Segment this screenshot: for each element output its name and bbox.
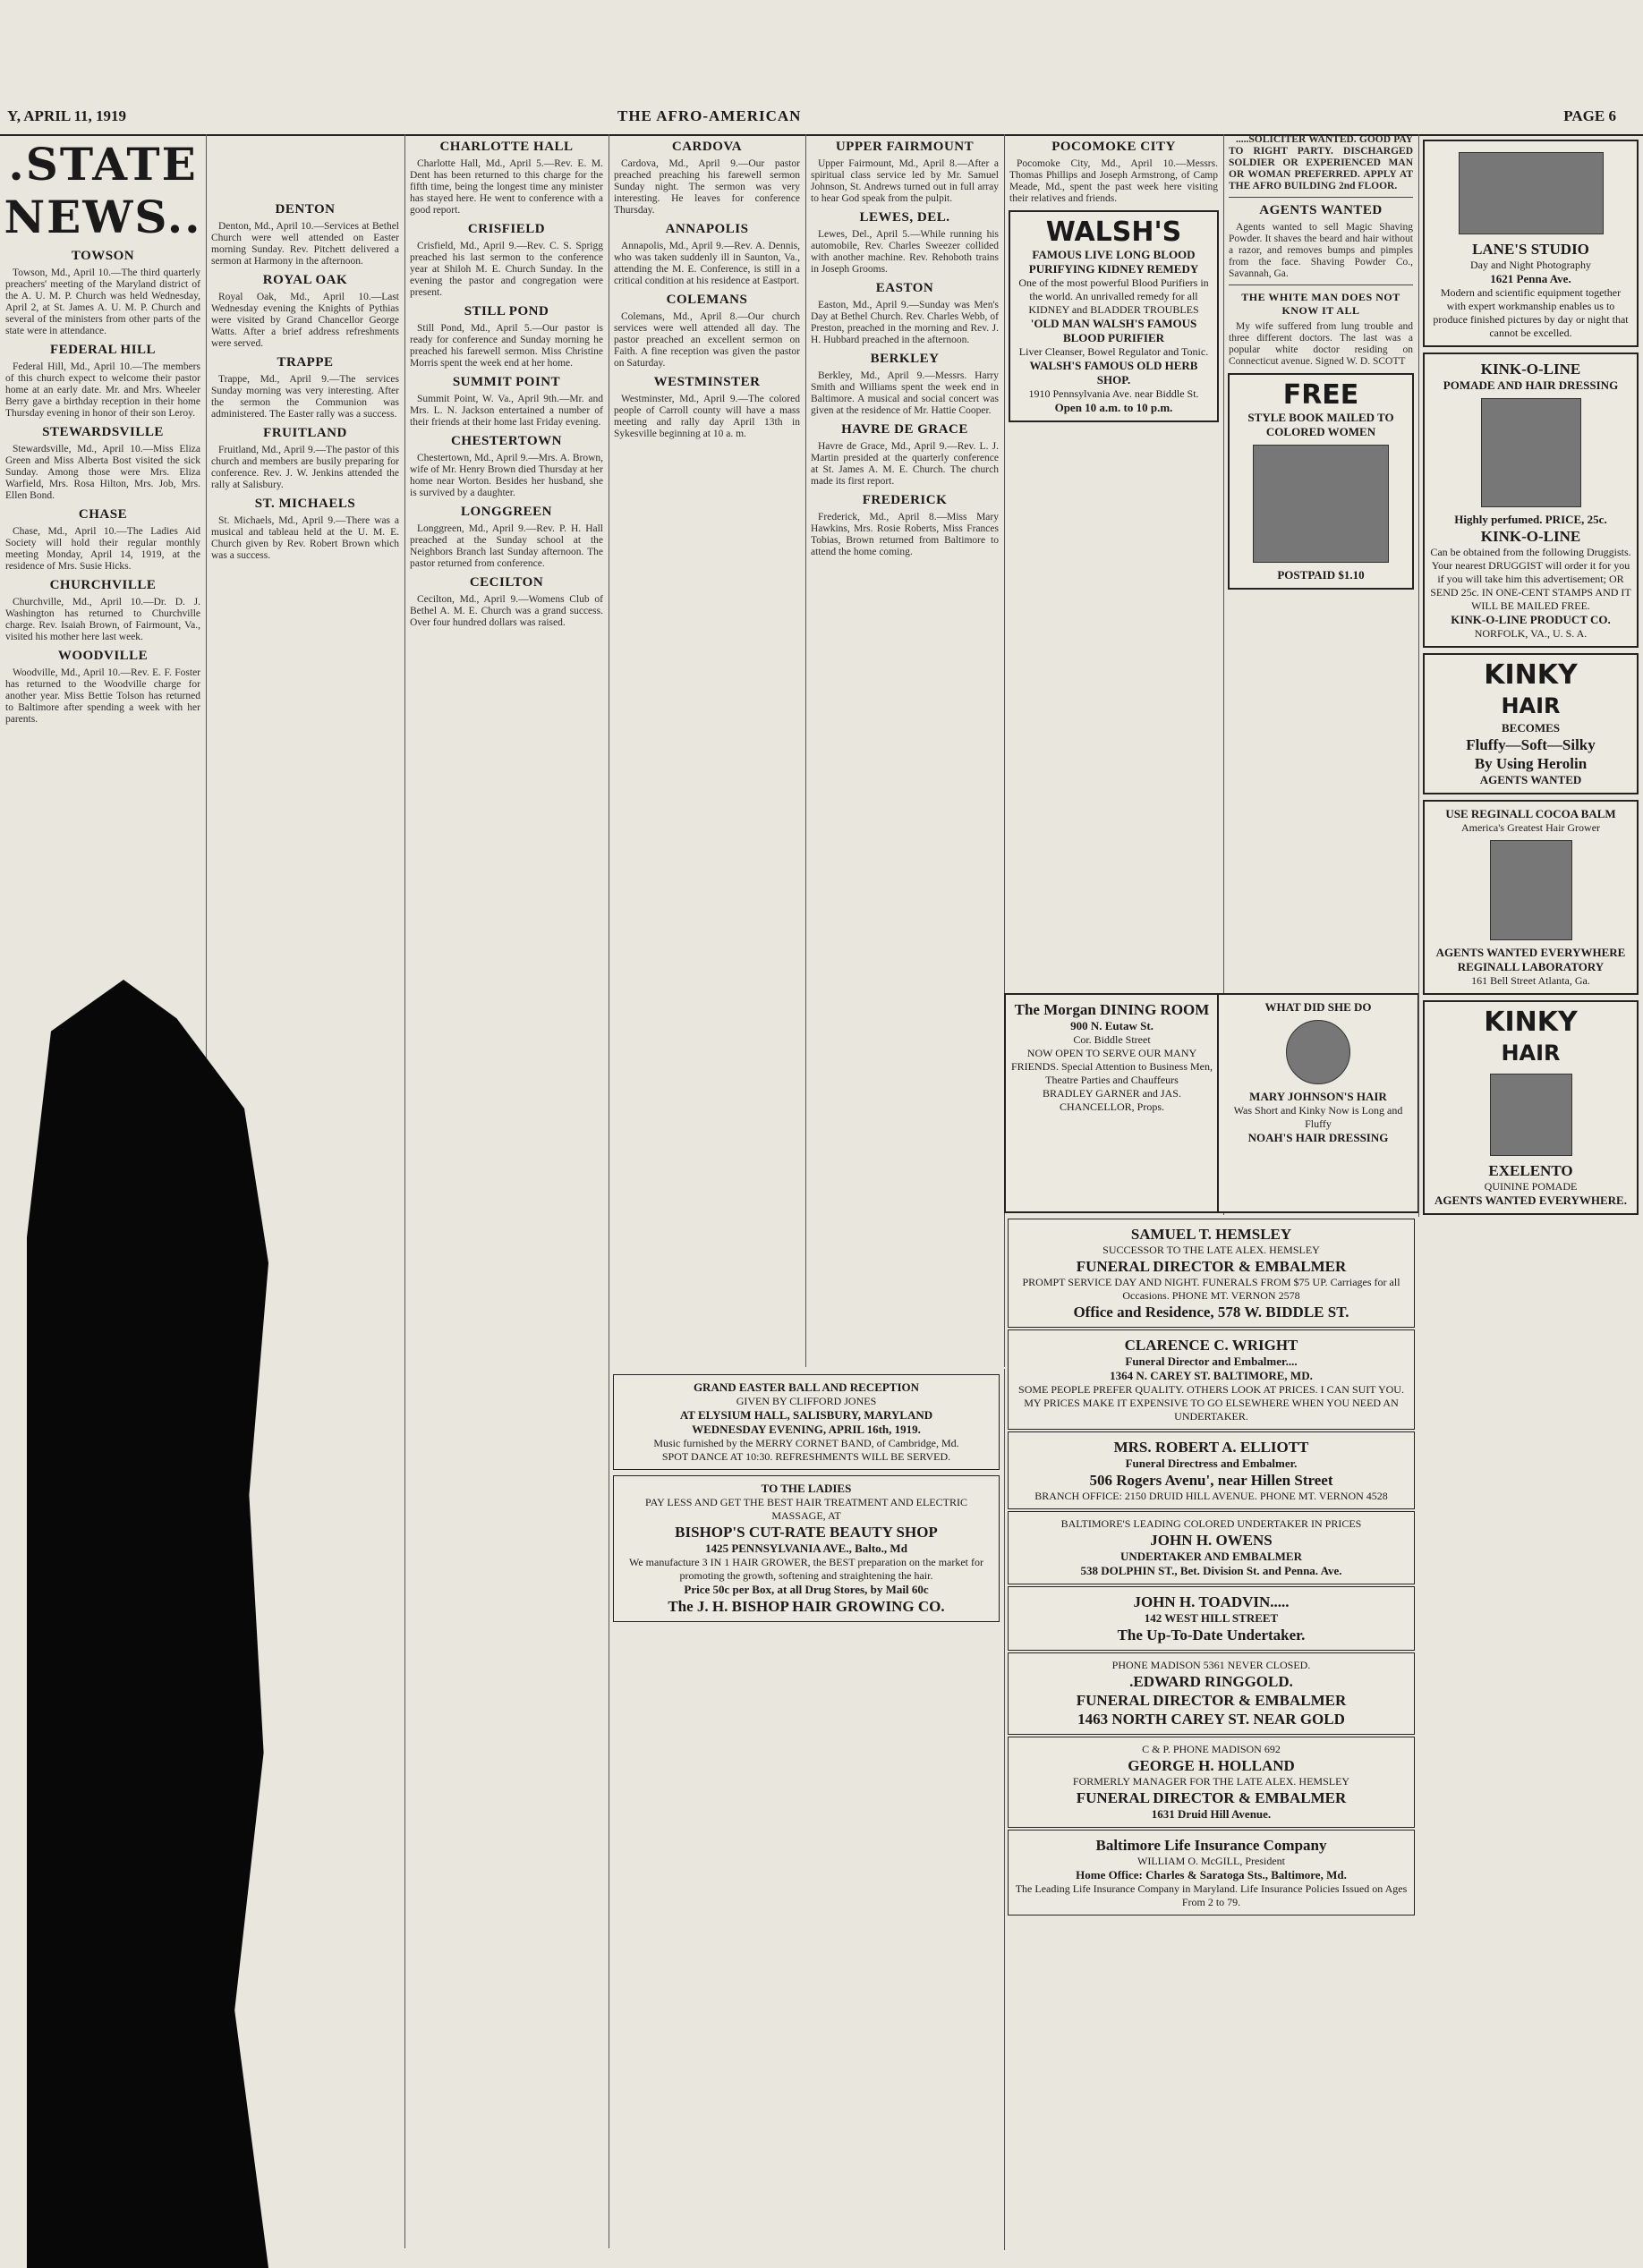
churchville-article: Churchville, Md., April 10.—Dr. D. J. Washington has returned to Churchville charge. Rev. Isaiah Brown, of Fairmount, Va., visited his mother here last week.: [5, 597, 200, 642]
easter-ball-host: GIVEN BY CLIFFORD JONES: [736, 1395, 877, 1407]
reginall-lab: REGINALL LABORATORY: [1457, 960, 1605, 973]
what-did-she-do: WHAT DID SHE DO: [1264, 1000, 1372, 1014]
morgan-mary-row: [1004, 993, 1418, 1217]
royal-oak-heading: ROYAL OAK: [262, 273, 348, 287]
free-price: POSTPAID $1.10: [1277, 568, 1365, 582]
toadvin-title: The Up-To-Date Undertaker.: [1117, 1627, 1306, 1644]
column-4: [609, 134, 806, 1367]
white-man-heading: THE WHITE MAN DOES NOT KNOW IT ALL: [1241, 291, 1400, 317]
kinkoline-company: KINK-O-LINE PRODUCT CO.: [1451, 613, 1611, 626]
ringgold-phone: PHONE MADISON 5361 NEVER CLOSED.: [1111, 1659, 1311, 1671]
mary-product: NOAH'S HAIR DRESSING: [1247, 1131, 1389, 1144]
upper-fairmount-heading: UPPER FAIRMOUNT: [835, 140, 975, 154]
kinky-hair: HAIR: [1501, 693, 1561, 718]
wright-ad: [1008, 1329, 1415, 1430]
ringgold-title: FUNERAL DIRECTOR & EMBALMER: [1076, 1692, 1347, 1709]
free-title: FREE: [1282, 379, 1359, 411]
column-3: [404, 134, 609, 2248]
easton-heading: EASTON: [875, 281, 934, 295]
cardova-heading: CARDOVA: [671, 140, 743, 154]
hemsley-name: SAMUEL T. HEMSLEY: [1130, 1226, 1292, 1243]
column-8: [1418, 134, 1643, 2248]
toadvin-name: JOHN H. TOADVIN.....: [1133, 1593, 1290, 1610]
easter-ball-date: WEDNESDAY EVENING, APRIL 16th, 1919.: [692, 1423, 921, 1436]
paper-name: THE AFRO-AMERICAN: [617, 107, 802, 124]
owens-preface: BALTIMORE'S LEADING COLORED UNDERTAKER IN PRICES: [1060, 1517, 1362, 1530]
hemsley-office: Office and Residence, 578 W. BIDDLE ST.: [1073, 1304, 1349, 1321]
morgan-body: NOW OPEN TO SERVE OUR MANY FRIENDS. Special Attention to Business Men, Theatre Parties and Chauffeurs: [1011, 1047, 1213, 1086]
chestertown-heading: CHESTERTOWN: [451, 434, 562, 448]
woman-portrait-kinkoline: [1481, 398, 1581, 507]
elliott-title: Funeral Directress and Embalmer.: [1125, 1457, 1298, 1470]
charlotte-hall-heading: CHARLOTTE HALL: [439, 140, 574, 154]
walsh-subtitle: FAMOUS LIVE LONG BLOOD PURIFYING KIDNEY REMEDY: [1028, 248, 1199, 276]
holland-ad: [1008, 1737, 1415, 1828]
pocomoke-heading: POCOMOKE CITY: [1051, 140, 1176, 154]
towson-article: Towson, Md., April 10.—The third quarterly preachers' meeting of the Maryland district of the A. U. M. P. Church was held Wednesday, April 2, at St. James A. U. M. P. Church and several of the ministers from other parts of the state were in attendance.: [5, 268, 200, 336]
pocomoke-article: Pocomoke City, Md., April 10.—Messrs. Thomas Phillips and Joseph Armstrong, of Camp Meade, Md., spent the past week here visiting their relatives and friends.: [1009, 158, 1218, 204]
solicitor-ad: .....SOLICITER WANTED. GOOD PAY TO RIGHT PARTY. DISCHARGED SOLDIER OR EXPERIENCED MAN OR WOMAN PREFERRED. APPLY AT THE AFRO BUILDING 2nd FLOOR.: [1229, 134, 1413, 191]
state-news-headline: .STATE NEWS..: [4, 138, 202, 243]
crisfield-heading: CRISFIELD: [467, 222, 546, 236]
colemans-heading: COLEMANS: [666, 293, 748, 307]
kinkoline-city: NORFOLK, VA., U. S. A.: [1474, 627, 1588, 640]
wright-body: SOME PEOPLE PREFER QUALITY. OTHERS LOOK AT PRICES. I CAN SUIT YOU. MY PRICES MAKE IT EXPENSIVE TO GO ELSEWHERE WHEN YOU NEED AN UNDERTAKER.: [1018, 1383, 1404, 1423]
trappe-heading: TRAPPE: [277, 355, 334, 370]
frederick-heading: FREDERICK: [862, 493, 948, 507]
mary-subtitle: Was Short and Kinky Now is Long and Fluffy: [1233, 1104, 1403, 1130]
bottom-center-ads: [609, 1369, 1005, 2250]
owens-address: 538 DOLPHIN ST., Bet. Division St. and Penna. Ave.: [1080, 1564, 1342, 1577]
kinky2-hair: HAIR: [1501, 1041, 1561, 1066]
bishop-address: 1425 PENNSYLVANIA AVE., Balto., Md: [705, 1542, 907, 1555]
hemsley-body: PROMPT SERVICE DAY AND NIGHT. FUNERALS FROM $75 UP. Carriages for all Occasions. PHONE MT. VERNON 2578: [1022, 1276, 1400, 1302]
cecilton-article: Cecilton, Md., April 9.—Womens Club of Bethel A. M. E. Church was a grand success. Over four hundred dollars was raised.: [410, 594, 603, 628]
summit-point-heading: SUMMIT POINT: [452, 375, 561, 389]
reginall-heading: USE REGINALL COCOA BALM: [1445, 807, 1616, 820]
stewardsville-article: Stewardsville, Md., April 10.—Miss Eliza Green and Miss Alberta Bost visited the sick Sunday. Among those were Mrs. Eliza Warfield, Mrs. Rosa Hilton, Mrs. Job, Mrs. Ellen Bond.: [5, 444, 200, 501]
agents-heading: AGENTS WANTED: [1259, 203, 1383, 217]
westminster-article: Westminster, Md., April 9.—The colored people of Carroll county will have a mass meeting and rally day April 13th in Sykesville beginning at 10 a. m.: [614, 394, 800, 439]
kinkoline-subtitle: POMADE AND HAIR DRESSING: [1443, 378, 1619, 392]
trappe-article: Trappe, Md., April 9.—The services Sunday morning was very interesting. After the sermon the Communion was administered. The Easter rally was a success.: [211, 374, 399, 420]
exelento-ad: [1423, 1000, 1639, 1215]
column-5: [805, 134, 1005, 1367]
westminster-heading: WESTMINSTER: [653, 375, 761, 389]
kinkoline-body: Can be obtained from the following Druggists. Your nearest DRUGGIST will order it for you if you will take him this advertisement; OR SEND 25c. IN ONE-CENT STAMPS AND IT WILL BE MAILED FREE.: [1430, 546, 1631, 612]
chestertown-article: Chestertown, Md., April 9.—Mrs. A. Brown, wife of Mr. Henry Brown died Thursday at her home near Worton. Besides her husband, she is survived by a daughter.: [410, 453, 603, 498]
toadvin-address: 142 WEST HILL STREET: [1144, 1611, 1279, 1625]
berkley-article: Berkley, Md., April 9.—Messrs. Harry Smith and Williams spent the week end in Baltimore. A musical and social concert was given at the residence of Mr. Hattie Cooper.: [811, 370, 999, 416]
free-stylebook-ad: [1228, 373, 1414, 590]
torn-page-damage: [27, 980, 268, 2268]
easter-ball-spot: SPOT DANCE AT 10:30. REFRESHMENTS WILL BE SERVED.: [661, 1450, 951, 1463]
elliott-branch: BRANCH OFFICE: 2150 DRUID HILL AVENUE. PHONE MT. VERNON 4528: [1034, 1490, 1388, 1502]
frederick-article: Frederick, Md., April 8.—Miss Mary Hawkins, Mrs. Rosie Roberts, Miss Frances Tobias, Brown returned from Baltimore to attend the home coming.: [811, 512, 999, 557]
owens-title: UNDERTAKER AND EMBALMER: [1120, 1550, 1302, 1563]
bishop-body: We manufacture 3 IN 1 HAIR GROWER, the BEST preparation on the market for promoting the growth, softening and straightening the hair.: [628, 1556, 984, 1582]
towson-heading: TOWSON: [71, 249, 135, 263]
elliott-ad: [1008, 1431, 1415, 1509]
cardova-article: Cardova, Md., April 9.—Our pastor preached preaching his farewell sermon Sunday night. The sermon was very interesting. He leaves for conference Thursday.: [614, 158, 800, 216]
toadvin-ad: [1008, 1586, 1415, 1651]
reginall-ad: [1423, 800, 1639, 995]
ringgold-name: .EDWARD RINGGOLD.: [1129, 1673, 1293, 1690]
dress-illustration: [1253, 445, 1389, 563]
hemsley-successor: SUCCESSOR TO THE LATE ALEX. HEMSLEY: [1102, 1244, 1320, 1256]
easter-ball-title: GRAND EASTER BALL AND RECEPTION: [693, 1380, 920, 1394]
annapolis-article: Annapolis, Md., April 9.—Rev. A. Dennis, who was taken suddenly ill in Saunton, Va., attending the M. E. Conference, is still in a critical condition at his residence at Eastport.: [614, 241, 800, 286]
denton-heading: DENTON: [275, 202, 336, 217]
crisfield-article: Crisfield, Md., April 9.—Rev. C. S. Sprigg preached his last sermon to the conference year at Shiloh M. E. Church Sunday. In the evening the pastor and congregation were present.: [410, 241, 603, 298]
holland-title: FUNERAL DIRECTOR & EMBALMER: [1076, 1789, 1347, 1806]
lane-subtitle: Day and Night Photography: [1470, 259, 1591, 271]
walsh-title: WALSH'S: [1045, 217, 1182, 248]
hemsley-ad: [1008, 1219, 1415, 1328]
bishop-price: Price 50c per Box, at all Drug Stores, by Mail 60c: [684, 1583, 929, 1596]
lane-studio-ad: [1423, 140, 1639, 347]
elliott-address: 506 Rogers Avenu', near Hillen Street: [1089, 1472, 1333, 1489]
issue-date: Y, APRIL 11, 1919: [7, 107, 127, 124]
white-man-body: My wife suffered from lung trouble and three different doctors. The last was a popular white doctor residing on Connecticut avenue. Signed W. D. SCOTT: [1229, 321, 1413, 367]
upper-fairmount-article: Upper Fairmount, Md., April 8.—After a spiritual class service led by Mr. Samuel Johnson, St. Andrews turned out in full array to hear God speak from the pulpit.: [811, 158, 999, 204]
wright-name: CLARENCE C. WRIGHT: [1124, 1337, 1298, 1354]
havre-heading: HAVRE DE GRACE: [841, 422, 968, 437]
woman-portrait: [1286, 1020, 1350, 1084]
walsh-body: One of the most powerful Blood Purifiers in the world. An unrivalled remedy for all KIDNEY and BLADDER TROUBLES: [1018, 276, 1209, 316]
walsh-hours: Open 10 a.m. to 10 p.m.: [1054, 401, 1173, 414]
holland-address: 1631 Druid Hill Avenue.: [1151, 1807, 1272, 1821]
holland-name: GEORGE H. HOLLAND: [1128, 1757, 1295, 1774]
kinkoline-ad: [1423, 353, 1639, 648]
mary-title: MARY JOHNSON'S HAIR: [1249, 1090, 1387, 1103]
st-michaels-article: St. Michaels, Md., April 9.—There was a musical and tableau held at the U. M. E. Church given by Rev. Robert Brown which was a success.: [211, 515, 399, 561]
reginall-agents: AGENTS WANTED EVERYWHERE: [1435, 946, 1626, 959]
royal-oak-article: Royal Oak, Md., April 10.—Last Wednesday evening the Knights of Pythias were visited by Grand Chancellor George Watts. After a brief address refreshments were served.: [211, 292, 399, 349]
annapolis-heading: ANNAPOLIS: [665, 222, 749, 236]
morgan-corner: Cor. Biddle Street: [1073, 1033, 1151, 1046]
holland-subtitle: FORMERLY MANAGER FOR THE LATE ALEX. HEMSLEY: [1072, 1775, 1350, 1788]
ringgold-address: 1463 NORTH CAREY ST. NEAR GOLD: [1077, 1711, 1345, 1728]
federal-hill-article: Federal Hill, Md., April 10.—The members of this church expect to welcome their pastor home at an early date. Mr. and Mrs. Wheeler Berry gave a birthday reception in their home Thursday evening in honor of their son Leroy.: [5, 361, 200, 419]
lane-address: 1621 Penna Ave.: [1490, 272, 1571, 285]
baltimore-life-body: The Leading Life Insurance Company in Maryland. Life Insurance Policies Issued on Ages From 2 to 79.: [1015, 1882, 1408, 1908]
kinky-becomes: BECOMES: [1501, 721, 1560, 735]
wright-address: 1364 N. CAREY ST. BALTIMORE, MD.: [1110, 1369, 1313, 1382]
still-pond-heading: STILL POND: [464, 304, 549, 319]
morgan-title: The Morgan DINING ROOM: [1014, 1001, 1210, 1018]
holland-phone: C & P. PHONE MADISON 692: [1142, 1743, 1281, 1755]
walsh-shop: WALSH'S FAMOUS OLD HERB SHOP.: [1029, 359, 1198, 386]
exelento-agents: AGENTS WANTED EVERYWHERE.: [1434, 1193, 1627, 1207]
herolin-ad: [1423, 653, 1639, 794]
churchville-heading: CHURCHVILLE: [49, 578, 157, 592]
federal-hill-heading: FEDERAL HILL: [49, 343, 157, 357]
havre-article: Havre de Grace, Md., April 9.—Rev. L. J. Martin presided at the quarterly conference at St. James A. M. E. Church. The church made its first report.: [811, 441, 999, 487]
elliott-name: MRS. ROBERT A. ELLIOTT: [1113, 1439, 1309, 1456]
st-michaels-heading: ST. MICHAELS: [254, 497, 356, 511]
woman-portrait-reginall: [1490, 840, 1572, 940]
woodville-heading: WOODVILLE: [57, 649, 149, 663]
free-subtitle: STYLE BOOK MAILED TO COLORED WOMEN: [1247, 411, 1394, 438]
walsh-list: Liver Cleanser, Bowel Regulator and Tonic.: [1018, 345, 1209, 358]
kinkoline-heading-2: KINK-O-LINE: [1480, 528, 1581, 545]
ringgold-ad: [1008, 1652, 1415, 1735]
morgan-proprietors: BRADLEY GARNER and JAS. CHANCELLOR, Props.: [1043, 1087, 1181, 1113]
mary-johnson-ad: [1217, 993, 1418, 1213]
easter-ball-ad: [613, 1374, 1000, 1470]
lewes-heading: LEWES, DEL.: [859, 210, 950, 225]
reginall-subtitle: America's Greatest Hair Grower: [1460, 821, 1601, 834]
lane-name: LANE'S STUDIO: [1472, 241, 1589, 258]
colemans-article: Colemans, Md., April 8.—Our church services were well attended all day. The pastor preached an excellent sermon on Faith. A fine reception was given the pastor on Saturday.: [614, 311, 800, 369]
walsh-product: 'OLD MAN WALSH'S FAMOUS BLOOD PURIFIER: [1030, 317, 1197, 344]
baltimore-life-ad: [1008, 1830, 1415, 1915]
fruitland-article: Fruitland, Md., April 9.—The pastor of this church and members are busily preparing for conference. Rev. J. W. Jenkins attended the rally at Salisbury.: [211, 445, 399, 490]
kinkoline-title: KINK-O-LINE: [1480, 361, 1581, 378]
funeral-ads: [1004, 1217, 1418, 2250]
bishop-ad: [613, 1475, 1000, 1622]
morgan-address: 900 N. Eutaw St.: [1070, 1019, 1154, 1032]
walsh-ad: [1009, 210, 1219, 422]
studio-illustration: [1459, 152, 1604, 234]
masthead: [0, 98, 1643, 136]
bishop-company: The J. H. BISHOP HAIR GROWING CO.: [668, 1598, 945, 1615]
walsh-address: 1910 Pennsylvania Ave. near Biddle St.: [1028, 387, 1199, 400]
lewes-article: Lewes, Del., April 5.—While running his automobile, Rev. Charles Sweezer collided with another machine. Rev. Rehoboth trains in Joseph Grooms.: [811, 229, 999, 275]
denton-article: Denton, Md., April 10.—Services at Bethel Church were well attended on Easter morning Sunday. Rev. Pitchett delivered a sermon at Harmony in the afternoon.: [211, 221, 399, 267]
longgreen-heading: LONGGREEN: [460, 505, 552, 519]
woman-portrait-exelento: [1490, 1074, 1572, 1156]
easton-article: Easton, Md., April 9.—Sunday was Men's Day at Bethel Church. Rev. Charles Webb, of Preston, preached in the morning and Rev. J. H. Hubbard preached in the afternoon.: [811, 300, 999, 345]
fruitland-heading: FRUITLAND: [263, 426, 347, 440]
wright-title: Funeral Director and Embalmer....: [1125, 1355, 1298, 1368]
stewardsville-heading: STEWARDSVILLE: [42, 425, 164, 439]
exelento-name: EXELENTO: [1488, 1162, 1573, 1179]
woodville-article: Woodville, Md., April 10.—Rev. E. F. Foster has returned to the Woodville charge for another year. Miss Bettie Tolson has returned to Baltimore after spending a week with her parents.: [5, 667, 200, 725]
longgreen-article: Longgreen, Md., April 9.—Rev. P. H. Hall preached at the Sunday school at the Neighbors Branch last Sunday afternoon. The pastor returned from conference.: [410, 523, 603, 569]
morgan-ad: [1004, 993, 1220, 1213]
exelento-subtitle: QUININE POMADE: [1484, 1180, 1578, 1193]
baltimore-life-title: Baltimore Life Insurance Company: [1095, 1837, 1327, 1854]
kinky-by-herolin: By Using Herolin: [1474, 755, 1588, 772]
owens-name: JOHN H. OWENS: [1150, 1532, 1273, 1549]
berkley-heading: BERKLEY: [870, 352, 940, 366]
bishop-shop-name: BISHOP'S CUT-RATE BEAUTY SHOP: [675, 1524, 938, 1541]
summit-point-article: Summit Point, W. Va., April 9th.—Mr. and Mrs. L. N. Jackson entertained a number of their friends at their home last Friday evening.: [410, 394, 603, 428]
charlotte-hall-article: Charlotte Hall, Md., April 5.—Rev. E. M. Dent has been returned to this charge for the fifth time, being the longest time any minister has stayed here. He went to conference with a good report.: [410, 158, 603, 216]
still-pond-article: Still Pond, Md., April 5.—Our pastor is ready for conference and Sunday morning he preached his farewell sermon. Miss Christine Morris spent the week end at her home.: [410, 323, 603, 369]
kinky-fluffy: Fluffy—Soft—Silky: [1466, 736, 1596, 753]
kinkoline-price: Highly perfumed. PRICE, 25c.: [1454, 513, 1607, 526]
easter-ball-place: AT ELYSIUM HALL, SALISBURY, MARYLAND: [679, 1408, 933, 1422]
chase-article: Chase, Md., April 10.—The Ladies Aid Society will hold their regular monthly meeting Monday, April 14, 1919, at the residence of Mrs. Susie Hicks.: [5, 526, 200, 572]
cecilton-heading: CECILTON: [469, 575, 544, 590]
hemsley-title: FUNERAL DIRECTOR & EMBALMER: [1076, 1258, 1347, 1275]
kinky-headline: KINKY: [1484, 659, 1578, 691]
baltimore-life-president: WILLIAM O. McGILL, President: [1137, 1855, 1285, 1867]
kinky2-headline: KINKY: [1484, 1007, 1578, 1038]
baltimore-life-office: Home Office: Charles & Saratoga Sts., Baltimore, Md.: [1076, 1868, 1347, 1882]
page-number: PAGE 6: [1563, 107, 1616, 124]
agents-body: Agents wanted to sell Magic Shaving Powder. It shaves the beard and hair without a razor, and removes bumps and pimples from the face. Shaving Powder Co., Savannah, Ga.: [1229, 222, 1413, 279]
ladies-heading: TO THE LADIES: [761, 1482, 852, 1495]
owens-ad: [1008, 1511, 1415, 1584]
chase-heading: CHASE: [78, 507, 128, 522]
kinky-agents: AGENTS WANTED: [1479, 773, 1582, 786]
lane-body: Modern and scientific equipment together with expert workmanship enables us to produce finished pictures by day or night that cannot be excelled.: [1433, 286, 1629, 339]
easter-ball-music: Music furnished by the MERRY CORNET BAND, of Cambridge, Md.: [653, 1437, 959, 1449]
reginall-address: 161 Bell Street Atlanta, Ga.: [1471, 974, 1590, 987]
ladies-subheading: PAY LESS AND GET THE BEST HAIR TREATMENT AND ELECTRIC MASSAGE, AT: [645, 1496, 967, 1522]
